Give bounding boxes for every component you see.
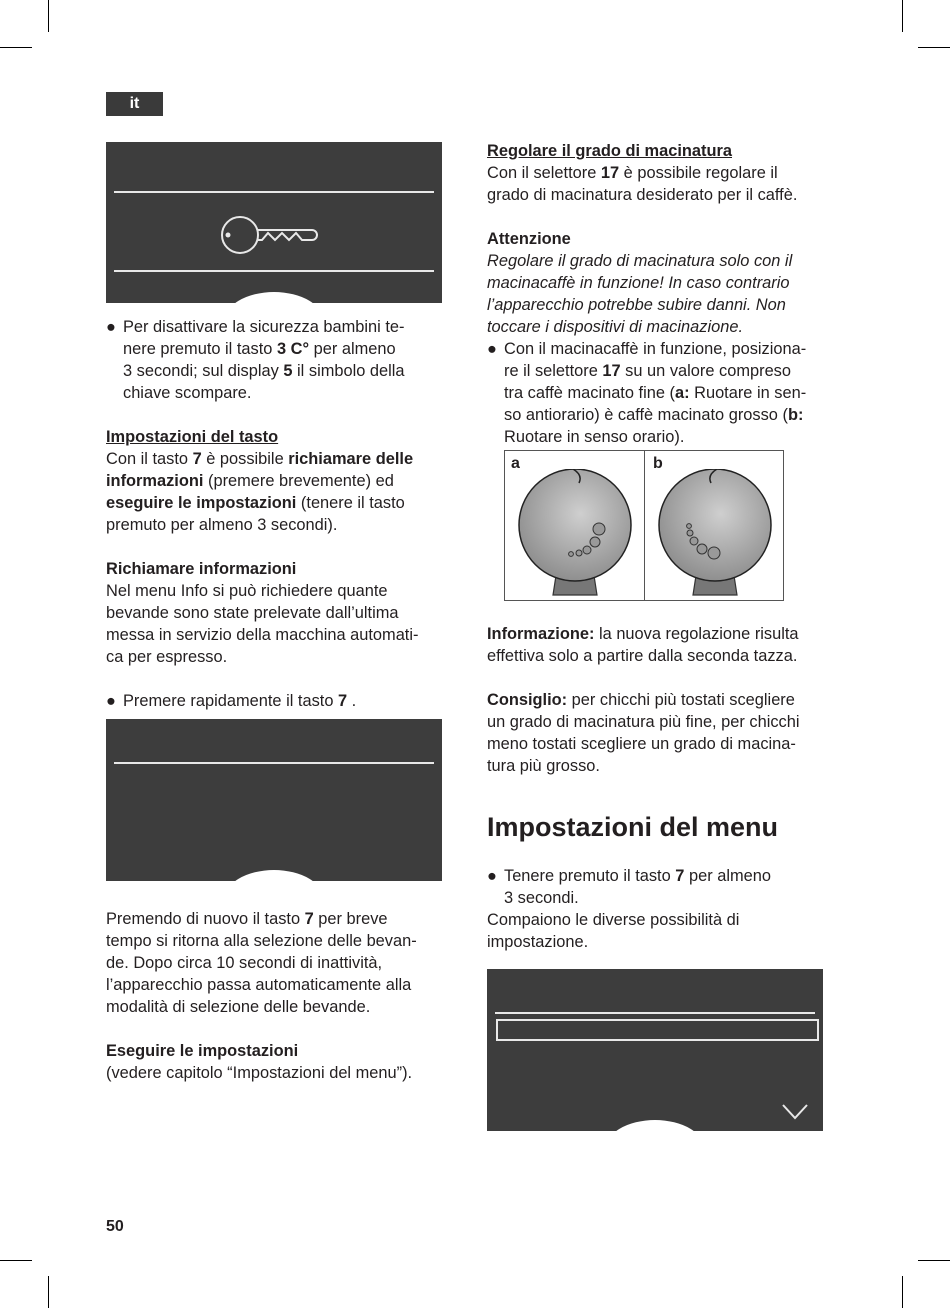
crop-mark	[0, 1260, 32, 1261]
paragraph: (vedere capitolo “Impostazioni del menu”).	[106, 1064, 413, 1082]
paragraph: Con il tasto 7 è possibile richiamare delle	[106, 450, 414, 468]
display-child-lock	[106, 142, 442, 303]
grinder-dial-icon	[653, 469, 777, 599]
paragraph: impostazione.	[487, 933, 589, 951]
page-number: 50	[106, 1218, 124, 1235]
bullet-icon: ●	[106, 692, 116, 710]
crop-mark	[918, 1260, 950, 1261]
paragraph: grado di macinatura desiderato per il caffè.	[487, 186, 798, 204]
paragraph: bevande sono state prelevate dall’ultima	[106, 604, 399, 622]
paragraph: Con il selettore 17 è possibile regolare il	[487, 164, 778, 182]
bullet-grinder: ● Con il macinacaffè in funzione, posiziona- re il selettore 17 su un valore compreso tra caffè macinato fine (a: Ruotare in sen- so antiorario) è caffè macinato grosso (b: Ruotare in senso orario).	[487, 340, 807, 446]
menu-selection-box	[496, 1019, 819, 1041]
crop-mark	[0, 47, 32, 48]
language-tab: it	[106, 92, 163, 116]
right-column-bottom	[487, 865, 847, 953]
paragraph: de. Dopo circa 10 secondi di inattività,	[106, 954, 383, 972]
display-bump	[224, 292, 324, 303]
paragraph: Informazione: la nuova regolazione risulta	[487, 625, 799, 643]
paragraph: macinacaffè in funzione! In caso contrario	[487, 274, 790, 292]
paragraph: messa in servizio della macchina automati-	[106, 626, 419, 644]
paragraph: l’apparecchio passa automaticamente alla	[106, 976, 412, 994]
crop-mark	[902, 1276, 903, 1308]
figure-label-b: b	[653, 455, 663, 472]
paragraph: Nel menu Info si può richiedere quante	[106, 582, 388, 600]
paragraph: ca per espresso.	[106, 648, 228, 666]
paragraph: informazioni (premere brevemente) ed	[106, 472, 394, 490]
left-column	[106, 316, 466, 712]
display-line	[114, 270, 434, 272]
bullet-hold-key: ● Tenere premuto il tasto 7 per almeno 3 secondi.	[487, 867, 771, 907]
crop-mark	[48, 1276, 49, 1308]
crop-mark	[902, 0, 903, 32]
heading-grind-setting: Regolare il grado di macinatura	[487, 142, 733, 160]
grinder-figure	[504, 450, 784, 601]
crop-mark	[918, 47, 950, 48]
chevron-down-icon	[781, 1103, 809, 1121]
heading-menu-settings: Impostazioni del menu	[487, 812, 779, 842]
display-line	[495, 1012, 815, 1014]
right-column	[487, 140, 847, 448]
key-icon	[218, 212, 328, 258]
display-menu	[487, 969, 823, 1131]
paragraph: un grado di macinatura più fine, per chicchi	[487, 713, 800, 731]
bullet-icon: ●	[106, 318, 116, 336]
figure-label-a: a	[511, 455, 520, 472]
display-bump	[224, 870, 324, 881]
bullet-icon: ●	[487, 340, 497, 358]
crop-mark	[48, 0, 49, 32]
paragraph: effettiva solo a partire dalla seconda tazza.	[487, 647, 798, 665]
display-line	[114, 191, 434, 193]
right-column-lower	[487, 623, 847, 777]
display-bump	[605, 1120, 705, 1131]
paragraph: Regolare il grado di macinatura solo con il	[487, 252, 793, 270]
heading-recall-info: Richiamare informazioni	[106, 560, 297, 578]
figure-divider	[644, 451, 645, 600]
heading-key-settings: Impostazioni del tasto	[106, 428, 279, 446]
paragraph: premuto per almeno 3 secondi).	[106, 516, 338, 534]
left-column-lower	[106, 908, 466, 1084]
paragraph: tempo si ritorna alla selezione delle bevan-	[106, 932, 417, 950]
paragraph: toccare i dispositivi di macinazione.	[487, 318, 743, 336]
paragraph: meno tostati scegliere un grado di macina-	[487, 735, 796, 753]
grinder-dial-icon	[513, 469, 637, 599]
display-line	[114, 762, 434, 764]
paragraph: tura più grosso.	[487, 757, 600, 775]
display-info	[106, 719, 442, 881]
bullet-press-key: ● Premere rapidamente il tasto 7 .	[106, 692, 357, 710]
paragraph: Consiglio: per chicchi più tostati scegliere	[487, 691, 795, 709]
heading-attention: Attenzione	[487, 230, 571, 248]
paragraph: Premendo di nuovo il tasto 7 per breve	[106, 910, 388, 928]
bullet-icon: ●	[487, 867, 497, 885]
paragraph: Compaiono le diverse possibilità di	[487, 911, 740, 929]
heading-perform-settings: Eseguire le impostazioni	[106, 1042, 299, 1060]
paragraph: l’apparecchio potrebbe subire danni. Non	[487, 296, 786, 314]
paragraph: eseguire le impostazioni (tenere il tasto	[106, 494, 405, 512]
paragraph: modalità di selezione delle bevande.	[106, 998, 371, 1016]
bullet-child-lock: ● Per disattivare la sicurezza bambini te- nere premuto il tasto 3 C° per almeno 3 secondi; sul display 5 il simbolo della chiave scompare.	[106, 318, 405, 402]
